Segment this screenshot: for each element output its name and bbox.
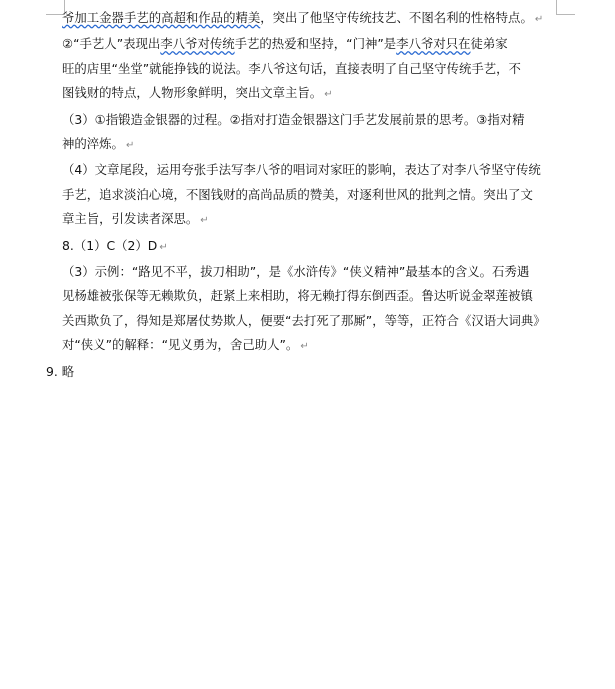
text-line-2 bbox=[62, 32, 562, 56]
text-line-12 bbox=[62, 284, 562, 308]
text-span: 旺的店里“坐堂”就能挣钱的说法。李八爷这句话，直接表明了自己坚守传统手艺，不 bbox=[62, 60, 521, 76]
text-span: 见杨雄被张保等无赖欺负，赶紧上来相助，将无赖打得东倒西歪。鲁达听说金翠莲被镇 bbox=[62, 288, 533, 304]
underlined-text: 李八爷对传统 bbox=[160, 36, 235, 52]
text-line-6 bbox=[62, 132, 562, 158]
underlined-text: 爷加工金器手艺的高超和作品的精美 bbox=[62, 10, 261, 25]
paragraph-mark: ↵ bbox=[300, 341, 309, 353]
text-span: 8.（1）C（2）D bbox=[62, 237, 158, 253]
text-line-9 bbox=[62, 207, 562, 233]
text-span: （4）文章尾段，运用夸张手法写李八爷的唱词对家旺的影响，表达了对李八爷坚守传统 bbox=[62, 162, 541, 178]
text-line-4 bbox=[62, 81, 562, 107]
text-span: 徒弟家 bbox=[470, 36, 508, 52]
paragraph-mark: ↵ bbox=[159, 241, 168, 253]
text-span: （3）示例：“路见不平，拔刀相助”，是《水浒传》“侠义精神”最基本的含义。石秀遇 bbox=[62, 264, 530, 280]
text-line-15 bbox=[46, 360, 562, 384]
text-line-10 bbox=[62, 234, 562, 260]
text-line-11 bbox=[62, 260, 562, 284]
text-line-5 bbox=[62, 108, 562, 132]
text-span: 手艺的热爱和坚持，“门神”是 bbox=[234, 36, 397, 52]
underlined-text: 李八爷对只在 bbox=[396, 36, 471, 52]
text-line-7 bbox=[62, 158, 562, 182]
text-line-13 bbox=[62, 309, 562, 333]
text-span: （3）①指锻造金银器的过程。②指对打造金银器这门手艺发展前景的思考。③指对精 bbox=[62, 111, 525, 127]
text-span: ，突出了他坚守传统技艺、不图名利的性格特点。 bbox=[260, 10, 533, 25]
text-span: 对“侠义”的解释：“见义勇为，舍己助人”。 bbox=[62, 337, 299, 353]
text-line-8 bbox=[62, 183, 562, 207]
text-span: 神的淬炼。 bbox=[62, 136, 124, 152]
paragraph-mark: ↵ bbox=[534, 14, 544, 25]
text-span: 关西欺负了，得知是郑屠仗势欺人，便要“去打死了那厮”，等等，正符合《汉语大词典》 bbox=[62, 312, 546, 328]
text-line-14 bbox=[62, 333, 562, 359]
text-line-3 bbox=[62, 57, 562, 81]
text-span: ②“手艺人”表现出 bbox=[62, 36, 161, 52]
text-span: 手艺，追求淡泊心境，不图钱财的高尚品质的赞美，对逐利世风的批判之情。突出了文 bbox=[62, 186, 533, 202]
answer-text-body bbox=[46, 6, 562, 384]
text-line-1 bbox=[62, 6, 562, 32]
text-span: 9. 略 bbox=[46, 363, 75, 379]
text-span: 章主旨，引发读者深思。 bbox=[62, 211, 199, 227]
paragraph-mark: ↵ bbox=[200, 215, 209, 227]
text-span: 图钱财的特点，人物形象鲜明，突出文章主旨。 bbox=[62, 85, 323, 101]
paragraph-mark: ↵ bbox=[324, 89, 333, 101]
paragraph-mark: ↵ bbox=[125, 140, 135, 152]
